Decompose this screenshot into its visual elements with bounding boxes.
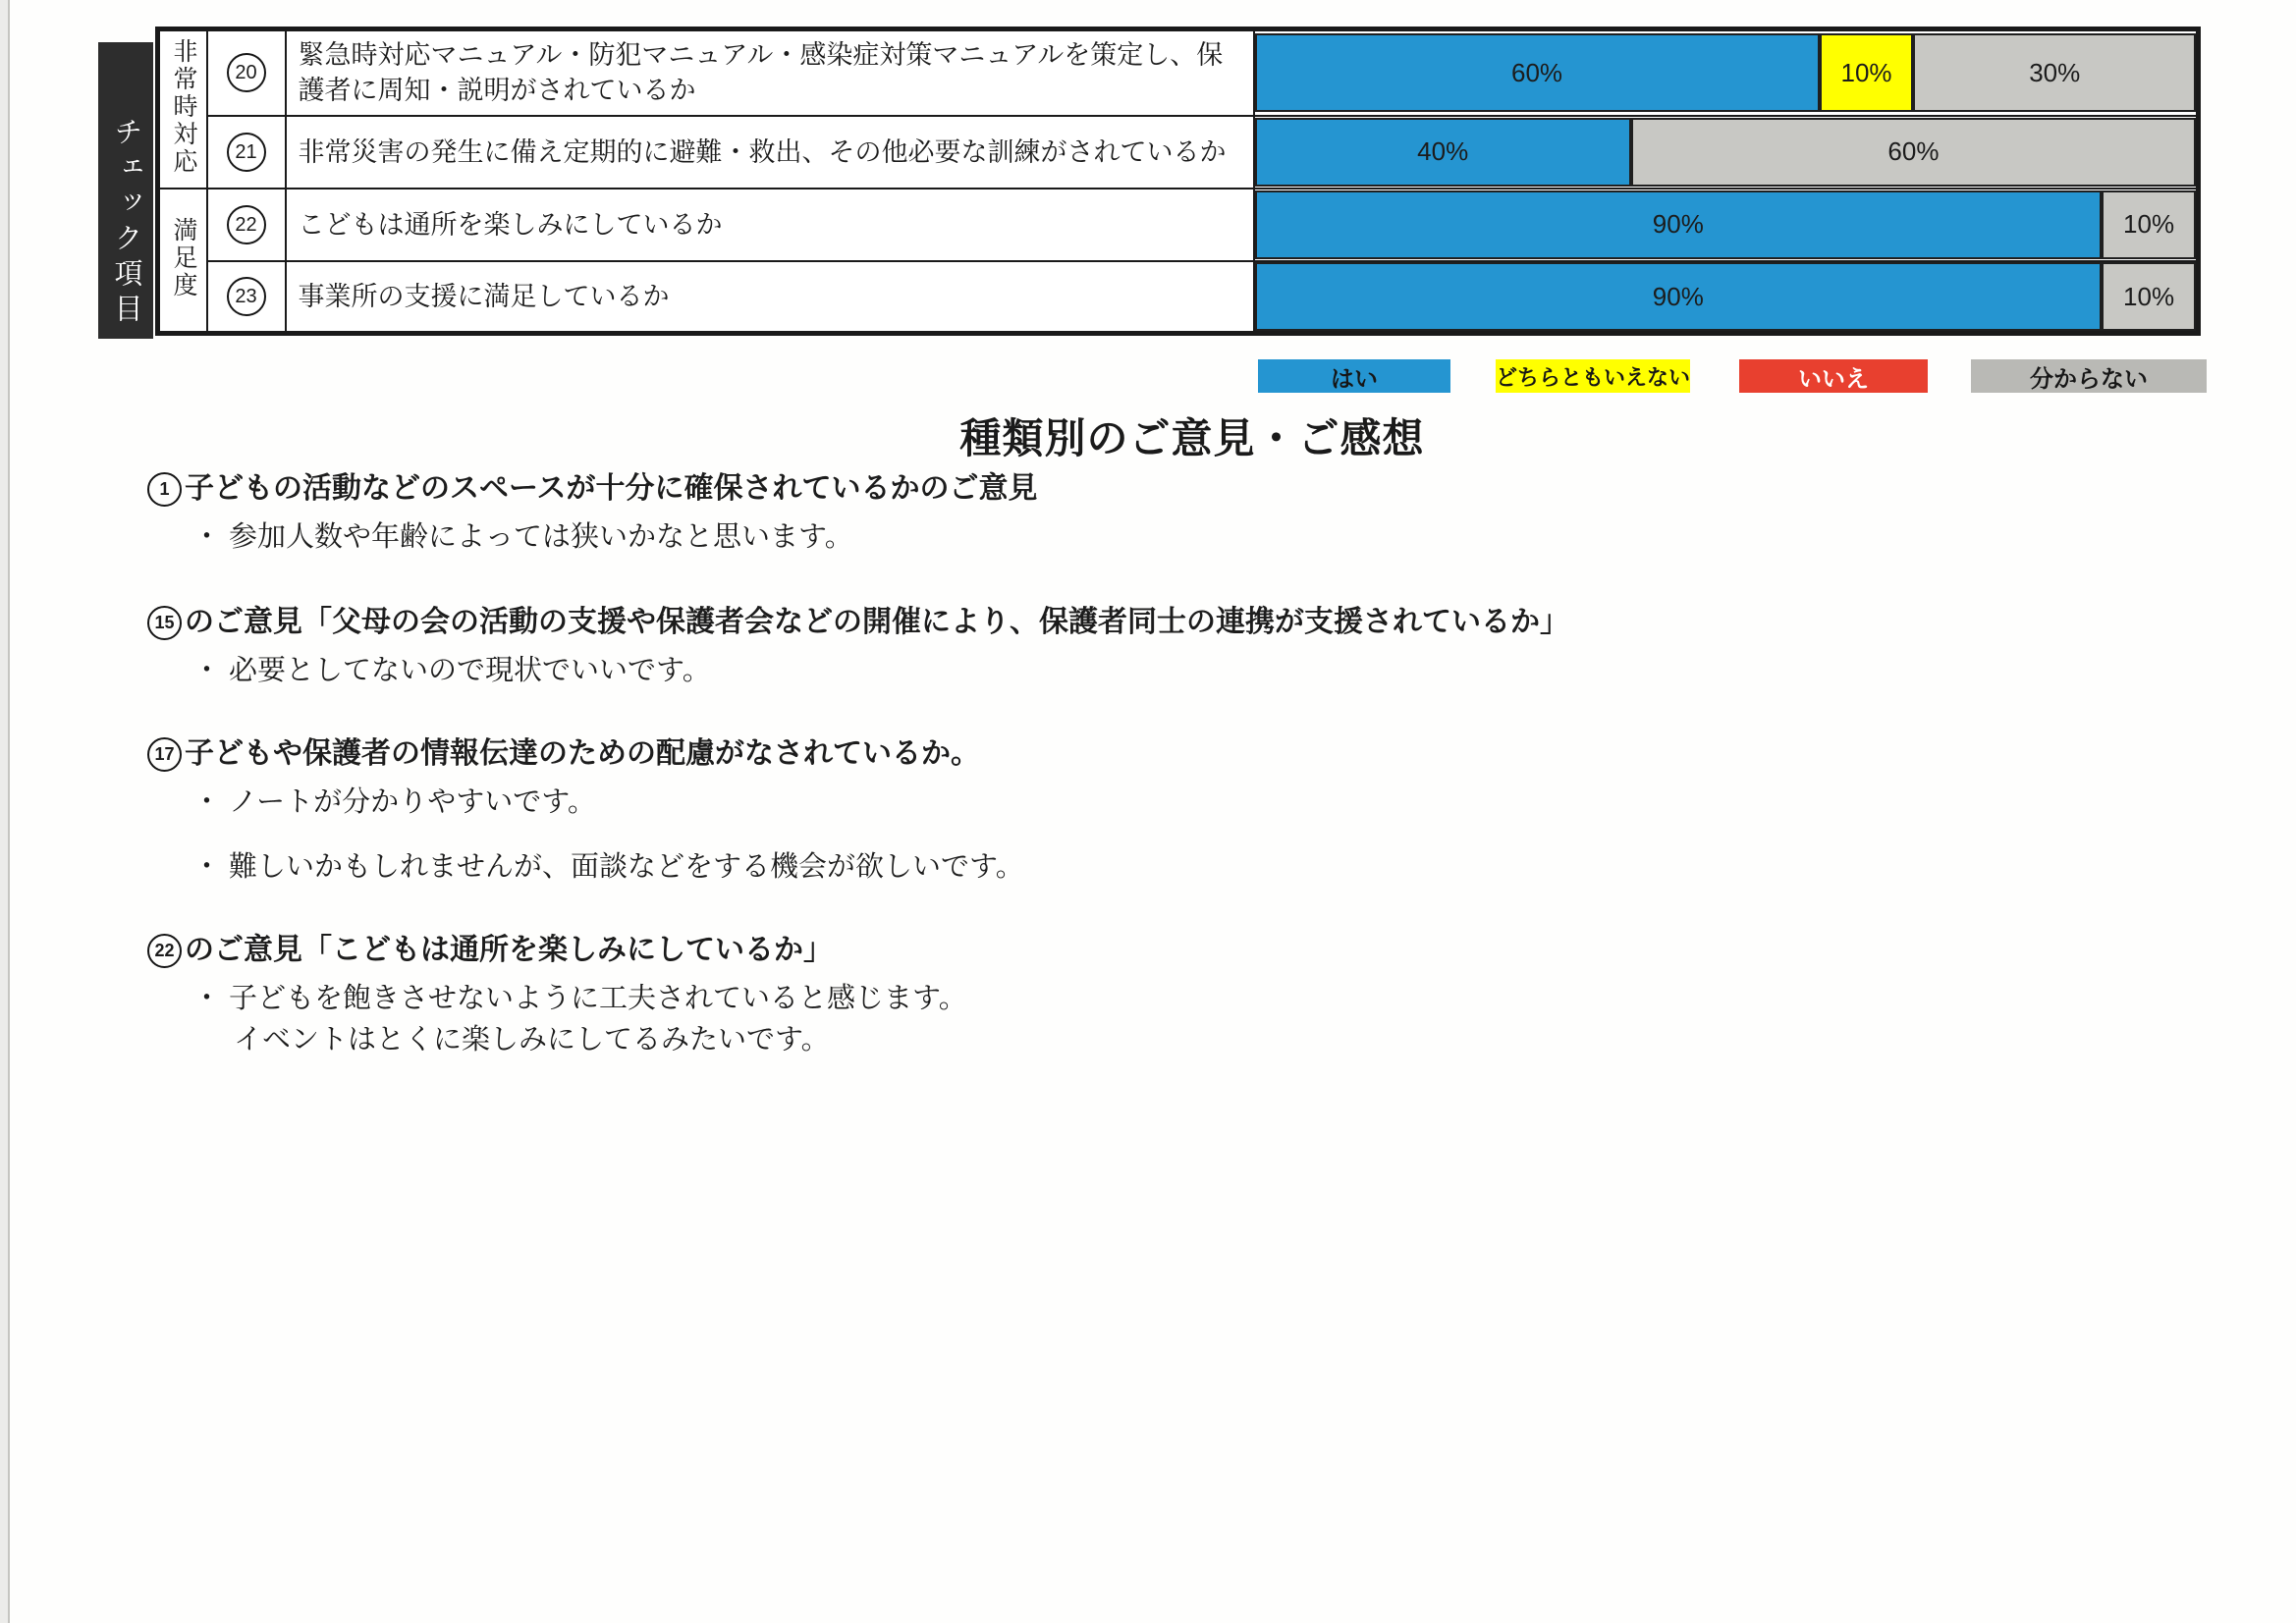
comment-line: ・ 参加人数や年齢によっては狭いかなと思います。 <box>192 521 853 553</box>
stacked-bar <box>1255 33 2197 112</box>
bar-segment-yes: 90% <box>1255 190 2103 259</box>
item-number-cell <box>207 261 286 334</box>
bar-chart-cell <box>1254 29 2199 116</box>
question-cell <box>286 116 1254 189</box>
category-label: 満足度 <box>170 216 197 299</box>
scan-edge-line <box>8 0 10 1623</box>
legend-label: はい <box>1331 365 1378 393</box>
question-cell <box>286 189 1254 261</box>
bar-segment-neither: 10% <box>1820 33 1914 112</box>
comment-heading <box>147 734 2013 774</box>
stacked-bar <box>1255 262 2197 331</box>
bar-chart-cell <box>1254 189 2199 261</box>
legend-label: いいえ <box>1798 365 1869 393</box>
legend-label: 分からない <box>2030 365 2148 393</box>
question-text: 事業所の支援に満足しているか <box>298 281 670 311</box>
comment-heading-text: のご意見「父母の会の活動の支援や保護者会などの開催により、保護者同士の連携が支援されているか」 <box>185 606 1569 638</box>
comment-block <box>147 603 2013 689</box>
category-cell-satisfaction <box>158 189 207 334</box>
bar-segment-unknown: 10% <box>2102 190 2196 259</box>
comment-line: ・ ノートが分かりやすいです。 <box>192 786 596 818</box>
bar-segment-unknown: 60% <box>1631 118 2196 187</box>
bar-segment-yes: 40% <box>1255 118 1631 187</box>
item-number-cell <box>207 116 286 189</box>
question-text: 非常災害の発生に備え定期的に避難・救出、その他必要な訓練がされているか <box>298 136 1227 167</box>
chart-legend <box>1258 359 2207 393</box>
legend-label: どちらともいえない <box>1496 364 1691 390</box>
question-text: こどもは通所を楽しみにしているか <box>298 209 723 240</box>
comment-line: ・ 子どもを飽きさせないように工夫されていると感じます。 <box>192 983 967 1014</box>
circled-number: 22 <box>147 934 182 968</box>
comment-heading <box>147 469 2013 509</box>
question-cell <box>286 261 1254 334</box>
circled-number: 21 <box>227 133 266 172</box>
comment-heading-text: 子どもや保護者の情報伝達のための配慮がなされているか。 <box>185 737 980 770</box>
bar-segment-yes: 90% <box>1255 262 2103 331</box>
circled-number: 22 <box>227 205 266 244</box>
circled-number: 1 <box>147 472 182 507</box>
table-row <box>158 189 2199 261</box>
circled-number: 15 <box>147 606 182 640</box>
question-text: 緊急時対応マニュアル・防犯マニュアル・感染症対策マニュアルを策定し、保護者に周知・説明がされているか <box>298 40 1224 106</box>
comment-line: ・ 難しいかもしれませんが、面談などをする機会が欲しいです。 <box>192 851 1024 883</box>
circled-number: 17 <box>147 737 182 772</box>
circled-number: 23 <box>227 277 266 316</box>
legend-item-yes <box>1258 359 1450 393</box>
comment-heading <box>147 603 2013 642</box>
table-row <box>158 116 2199 189</box>
stacked-bar <box>1255 118 2197 187</box>
comment-line-continuation: イベントはとくに楽しみにしてるみたいです。 <box>234 1024 830 1055</box>
stacked-bar <box>1255 190 2197 259</box>
bar-chart-cell <box>1254 116 2199 189</box>
category-cell-emergency <box>158 29 207 189</box>
legend-item-neither <box>1496 359 1690 393</box>
comment-line: ・ 必要としてないので現状でいいです。 <box>192 655 711 686</box>
bar-segment-unknown: 10% <box>2102 262 2196 331</box>
category-label: 非常時対応 <box>170 37 197 176</box>
item-number-cell <box>207 29 286 116</box>
legend-item-unknown <box>1971 359 2207 393</box>
side-label-text: チェック項目 <box>110 117 142 329</box>
bar-chart-cell <box>1254 261 2199 334</box>
comment-block <box>147 734 2013 886</box>
table-row <box>158 261 2199 334</box>
bar-segment-yes: 60% <box>1255 33 1820 112</box>
comment-block <box>147 469 2013 556</box>
comment-heading <box>147 931 2013 970</box>
legend-item-no <box>1739 359 1928 393</box>
scan-edge-strip <box>0 0 8 1623</box>
table-row <box>158 29 2199 116</box>
question-cell <box>286 29 1254 116</box>
comments-section-title: 種類別のご意見・ご感想 <box>959 415 1425 461</box>
bar-segment-unknown: 30% <box>1913 33 2196 112</box>
check-items-table <box>155 27 2201 336</box>
comment-heading-text: 子どもの活動などのスペースが十分に確保されているかのご意見 <box>185 472 1038 505</box>
comment-block <box>147 931 2013 1058</box>
check-items-side-label <box>98 42 153 339</box>
circled-number: 20 <box>227 53 266 92</box>
comment-heading-text: のご意見「こどもは通所を楽しみにしているか」 <box>185 934 833 966</box>
item-number-cell <box>207 189 286 261</box>
